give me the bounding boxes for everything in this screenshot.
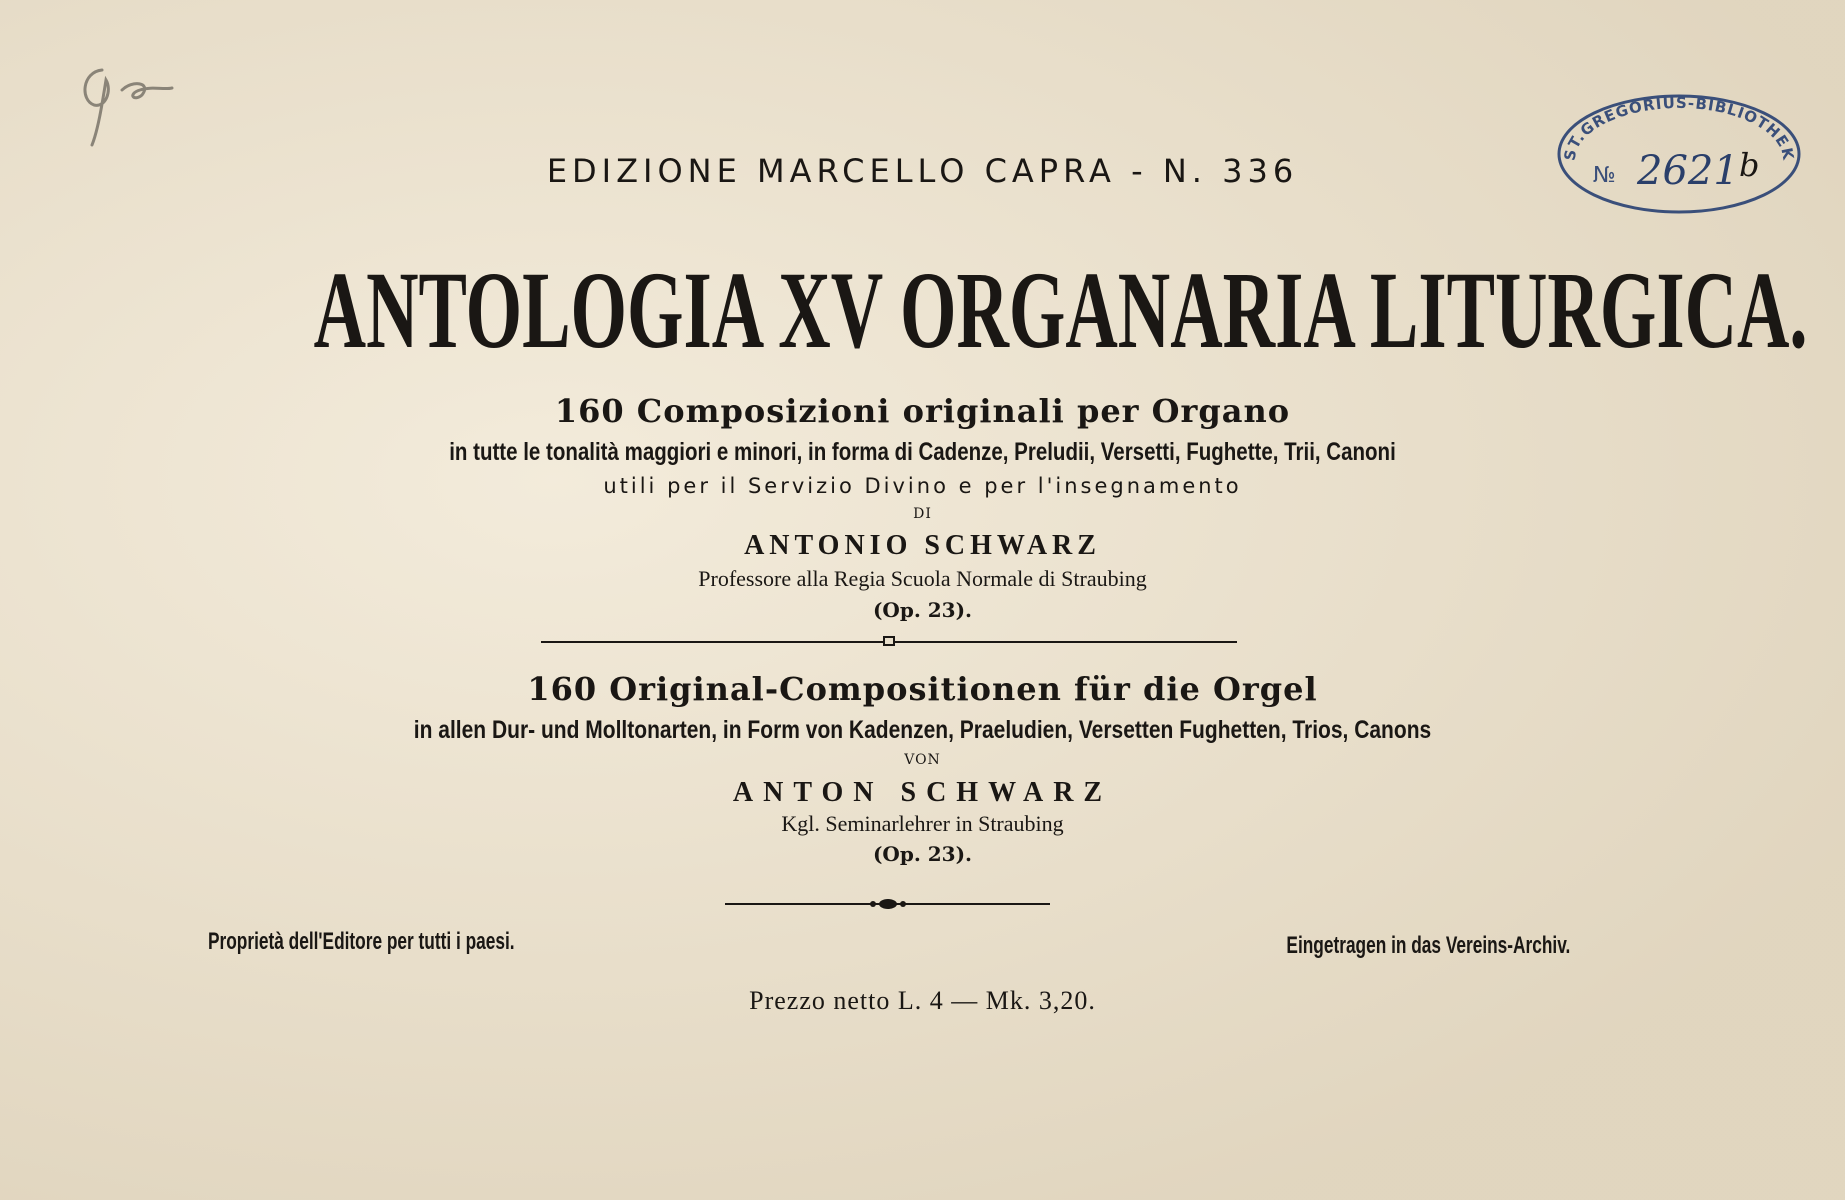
italian-description: in tutte le tonalità maggiori e minori, in forma di Cadenze, Preludii, Versetti, Fughette, Trii, Canoni — [449, 438, 1396, 466]
handwritten-pencil-note — [72, 50, 202, 150]
page-title: ANTOLOGIA XV ORGANARIA LITURGICA. — [313, 249, 1808, 371]
german-author: ANTON SCHWARZ — [732, 777, 1113, 808]
italian-opus: (Op. 23). — [872, 598, 973, 622]
divider-ornament — [883, 636, 895, 646]
price-line: Prezzo netto L. 4 — Mk. 3,20. — [749, 986, 1096, 1015]
stamp-library-name: ST.GREGORIUS-BIBLIOTHEK — [1560, 93, 1798, 163]
stamp-number: 2621 — [1637, 148, 1739, 194]
italian-subtitle: 160 Composizioni originali per Organo — [554, 392, 1291, 430]
italian-purpose: utili per il Servizio Divino e per l'insegnamento — [603, 474, 1242, 498]
ornamental-rule-flourish — [868, 897, 908, 911]
german-author-position: Kgl. Seminarlehrer in Straubing — [781, 811, 1064, 836]
italian-author-position: Professore alla Regia Scuola Normale di Straubing — [698, 566, 1147, 591]
stamp-suffix: b — [1739, 146, 1760, 184]
german-by: VON — [904, 752, 941, 768]
series-line: EDIZIONE MARCELLO CAPRA - N. 336 — [546, 152, 1299, 190]
italian-author: ANTONIO SCHWARZ — [744, 530, 1101, 561]
rights-notice: Proprietà dell'Editore per tutti i paesi. — [208, 928, 515, 955]
archive-notice: Eingetragen in das Vereins-Archiv. — [1286, 932, 1570, 959]
italian-by: DI — [913, 506, 932, 522]
stamp-number-label: № — [1593, 163, 1616, 188]
german-opus: (Op. 23). — [872, 842, 973, 866]
german-description: in allen Dur- und Molltonarten, in Form von Kadenzen, Praeludien, Versetten Fughetten, Trios, Canons — [413, 716, 1432, 744]
german-subtitle: 160 Original-Compositionen für die Orgel — [527, 670, 1318, 708]
